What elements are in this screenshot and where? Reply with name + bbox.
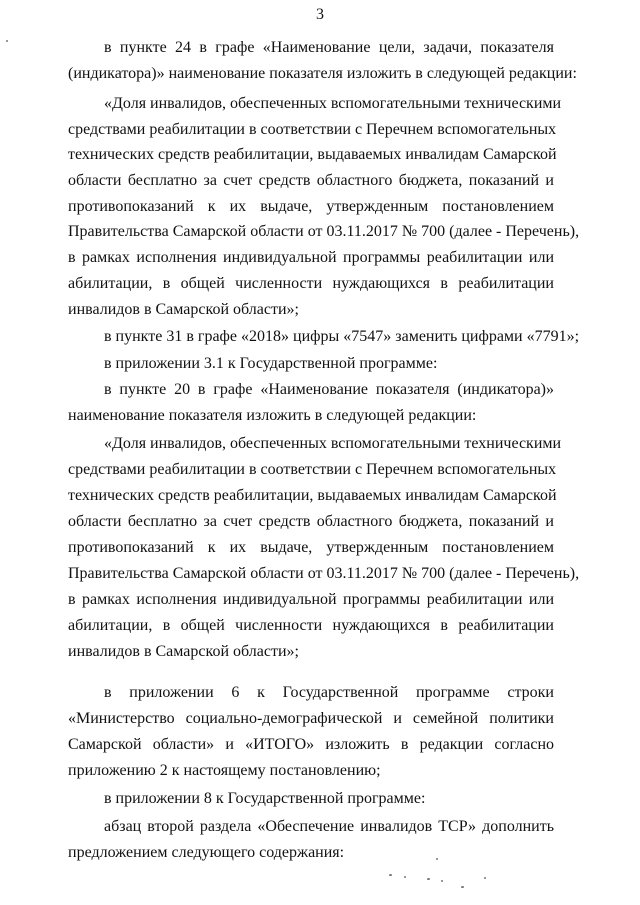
text-line: (индикатора)» наименование показателя изложить в следующей редакции: — [68, 65, 577, 82]
text-line: противопоказаний к их выдаче, утвержденным постановлением — [68, 198, 554, 215]
text-line: технических средств реабилитации, выдаваемых инвалидам Самарской — [68, 487, 557, 504]
text-line: в приложении 6 к Государственной программе строки — [104, 684, 554, 701]
text-line: в пункте 31 в графе «2018» цифры «7547» заменить цифрами «7791»; — [104, 328, 580, 345]
scan-speck — [484, 877, 486, 879]
text-line: «Доля инвалидов, обеспеченных вспомогательными техническими — [104, 435, 562, 452]
text-line: «Доля инвалидов, обеспеченных вспомогательными техническими — [104, 95, 562, 112]
text-line: средствами реабилитации в соответствии с Перечнем вспомогательных — [68, 461, 557, 478]
text-line: Правительства Самарской области от 03.11.2017 № 700 (далее - Перечень), — [68, 223, 580, 240]
text-line: в пункте 24 в графе «Наименование цели, задачи, показателя — [104, 39, 554, 56]
text-line: в приложении 8 к Государственной программе: — [104, 790, 426, 807]
scan-speck — [461, 886, 464, 888]
text-line: абилитации, в общей численности нуждающихся в реабилитации — [68, 275, 554, 292]
text-line: средствами реабилитации в соответствии с Перечнем вспомогательных — [68, 121, 557, 138]
text-line: области бесплатно за счет средств областного бюджета, показаний и — [68, 513, 554, 530]
text-line: Самарской области» и «ИТОГО» изложить в редакции согласно — [68, 736, 554, 753]
text-line: Правительства Самарской области от 03.11.2017 № 700 (далее - Перечень), — [68, 565, 580, 582]
text-line: инвалидов в Самарской области»; — [68, 301, 299, 318]
text-line: предложением следующего содержания: — [68, 844, 345, 861]
text-line: абзац второй раздела «Обеспечение инвалидов ТСР» дополнить — [104, 818, 554, 835]
text-line: в пункте 20 в графе «Наименование показателя (индикатора)» — [104, 381, 554, 398]
text-line: наименование показателя изложить в следующей редакции: — [68, 407, 477, 424]
text-line: в рамках исполнения индивидуальной программы реабилитации или — [68, 249, 554, 266]
page-number: 3 — [316, 6, 324, 23]
text-line: инвалидов в Самарской области»; — [68, 643, 299, 660]
scan-speck — [427, 878, 430, 880]
text-line: абилитации, в общей численности нуждающихся в реабилитации — [68, 617, 554, 634]
text-line: противопоказаний к их выдаче, утвержденным постановлением — [68, 539, 554, 556]
scan-speck — [404, 876, 406, 878]
scan-speck — [6, 40, 8, 42]
scan-speck — [436, 858, 438, 860]
scan-speck — [441, 880, 443, 882]
text-line: области бесплатно за счет средств областного бюджета, показаний и — [68, 172, 554, 189]
text-line: «Министерство социально-демографической и семейной политики — [68, 710, 554, 727]
text-line: приложению 2 к настоящему постановлению; — [68, 762, 381, 779]
text-line: в рамках исполнения индивидуальной программы реабилитации или — [68, 591, 554, 608]
text-line: в приложении 3.1 к Государственной программе: — [104, 355, 438, 372]
scan-speck — [389, 874, 392, 876]
text-line: технических средств реабилитации, выдаваемых инвалидам Самарской — [68, 146, 557, 163]
